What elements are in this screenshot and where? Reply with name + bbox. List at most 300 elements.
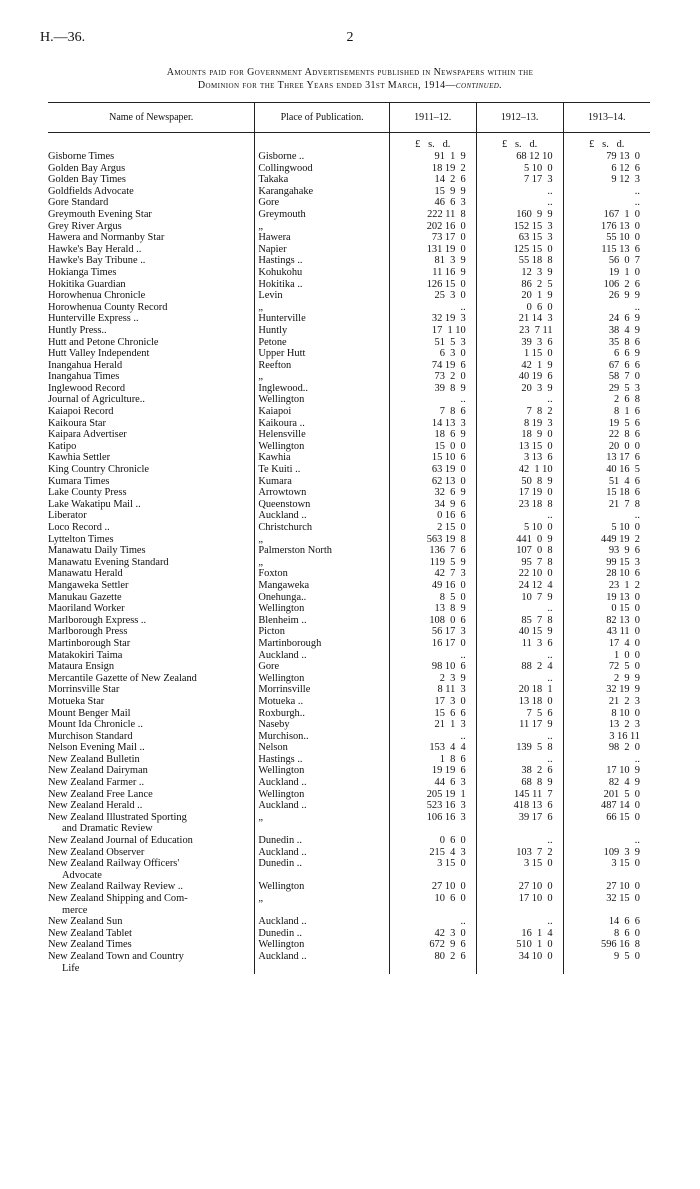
amount-1912-13-text: 18 9 0 — [521, 429, 553, 441]
place-of-publication — [255, 696, 389, 708]
amount-1911-12-text: 202 16 0 — [426, 220, 466, 232]
amount-1913-14 — [563, 406, 650, 418]
amount-1913-14 — [563, 893, 650, 916]
place-of-publication-text: Wellington — [258, 788, 305, 800]
amount-1913-14 — [563, 650, 650, 662]
amount-1913-14-text: 17 4 0 — [608, 637, 640, 649]
amount-1913-14-text: 22 8 6 — [608, 429, 640, 441]
amount-1911-12-text: 11 16 9 — [432, 266, 466, 278]
amount-1913-14-text: 9 5 0 — [614, 950, 640, 962]
place-of-publication-text: Auckland .. — [258, 916, 307, 928]
table-row — [48, 592, 650, 604]
newspaper-name-continued: Life — [62, 962, 80, 974]
newspaper-name — [48, 754, 255, 766]
amount-1912-13 — [476, 313, 563, 325]
amount-1911-12 — [389, 337, 476, 349]
place-of-publication — [255, 626, 389, 638]
amount-1911-12 — [389, 487, 476, 499]
amount-1913-14 — [563, 452, 650, 464]
newspaper-name-text: New Zealand Herald .. — [48, 800, 143, 812]
amount-1913-14-text: 82 4 9 — [608, 777, 640, 789]
newspaper-name — [48, 197, 255, 209]
place-of-publication-text: „ — [258, 556, 263, 568]
newspaper-name-text: Katipo — [48, 440, 77, 452]
amount-1911-12 — [389, 592, 476, 604]
newspaper-name — [48, 789, 255, 801]
amount-1912-13-text: .. — [547, 835, 553, 847]
place-of-publication-text: Hastings .. — [258, 255, 303, 267]
amount-1913-14 — [563, 777, 650, 789]
table-row — [48, 742, 650, 754]
amount-1913-14 — [563, 487, 650, 499]
amount-1911-12-text: 2 3 9 — [439, 672, 466, 684]
amount-1913-14 — [563, 151, 650, 163]
table-row — [48, 603, 650, 615]
table-row — [48, 429, 650, 441]
place-of-publication — [255, 337, 389, 349]
place-of-publication — [255, 510, 389, 522]
amount-1911-12-text: 15 0 0 — [434, 440, 466, 452]
newspaper-name — [48, 163, 255, 175]
amount-1912-13-text: 8 19 3 — [523, 417, 553, 429]
table-row — [48, 186, 650, 198]
amount-1913-14-text: 82 13 0 — [606, 614, 640, 626]
place-of-publication-text: Wellington — [258, 440, 305, 452]
amount-1912-13 — [476, 881, 563, 893]
amount-1913-14-text: 14 6 6 — [608, 916, 640, 928]
amount-1911-12 — [389, 742, 476, 754]
amount-1912-13 — [476, 163, 563, 175]
place-of-publication-text: Auckland .. — [258, 846, 307, 858]
amount-1913-14 — [563, 592, 650, 604]
amount-1912-13-text: 23 7 11 — [519, 324, 553, 336]
amount-1911-12 — [389, 534, 476, 546]
amount-1913-14 — [563, 939, 650, 951]
amount-1911-12-text: 56 17 3 — [431, 626, 466, 638]
newspaper-name — [48, 255, 255, 267]
amount-1912-13-text: 39 3 6 — [521, 336, 553, 348]
col-place: Place of Publication. — [255, 103, 389, 133]
amount-1912-13 — [476, 696, 563, 708]
amount-1911-12 — [389, 951, 476, 974]
amount-1913-14 — [563, 626, 650, 638]
amount-1911-12-text: 10 6 0 — [434, 893, 466, 904]
newspaper-name — [48, 302, 255, 314]
newspaper-name-continued: Advocate — [62, 869, 102, 881]
amount-1912-13-text: 68 12 10 — [516, 151, 553, 162]
amount-1911-12 — [389, 928, 476, 940]
amount-1913-14 — [563, 197, 650, 209]
amount-1911-12 — [389, 650, 476, 662]
amount-1911-12-text: 25 3 0 — [434, 290, 466, 302]
newspaper-name-text: New Zealand Farmer .. — [48, 777, 145, 789]
newspaper-name — [48, 742, 255, 754]
place-of-publication — [255, 673, 389, 685]
newspaper-name-text: Mount Benger Mail — [48, 707, 131, 719]
amount-1912-13 — [476, 545, 563, 557]
amount-1913-14-text: 58 7 0 — [608, 371, 640, 383]
amount-1912-13 — [476, 673, 563, 685]
amount-1911-12-text: 108 0 6 — [429, 614, 466, 626]
table-row — [48, 696, 650, 708]
amount-1913-14 — [563, 244, 650, 256]
newspaper-name-text: Mataura Ensign — [48, 661, 115, 673]
table-row — [48, 881, 650, 893]
amount-1913-14-text: .. — [634, 835, 640, 847]
amount-1912-13-text: 1 15 0 — [523, 348, 553, 360]
newspaper-name-text: Martinborough Star — [48, 637, 131, 649]
table-row — [48, 835, 650, 847]
table-row — [48, 858, 650, 881]
amount-1911-12-text: 63 19 0 — [431, 464, 466, 476]
amount-1911-12 — [389, 429, 476, 441]
amount-1912-13-text: 160 9 9 — [516, 208, 553, 220]
newspaper-name — [48, 939, 255, 951]
amount-1913-14-text: 13 17 6 — [606, 452, 640, 464]
place-of-publication — [255, 394, 389, 406]
amount-1912-13 — [476, 835, 563, 847]
newspaper-name — [48, 858, 255, 881]
amount-1912-13-text: 16 1 4 — [521, 927, 553, 939]
amount-1911-12 — [389, 279, 476, 291]
amount-1911-12 — [389, 476, 476, 488]
place-of-publication-text: Dunedin .. — [258, 858, 302, 870]
amount-1912-13-text: .. — [547, 649, 553, 661]
amount-1912-13-text: 17 19 0 — [518, 487, 553, 499]
amount-1912-13 — [476, 221, 563, 233]
place-of-publication — [255, 765, 389, 777]
newspaper-name-text: New Zealand Tablet — [48, 927, 132, 939]
col-newspaper: Name of Newspaper. — [48, 103, 255, 133]
newspaper-name-text: Hawera and Normanby Star — [48, 232, 165, 244]
newspaper-name-text: Journal of Agriculture.. — [48, 394, 145, 406]
amount-1913-14 — [563, 951, 650, 974]
amount-1912-13-text: 50 8 9 — [521, 475, 553, 487]
amount-1912-13-text: 3 13 6 — [523, 452, 553, 464]
amount-1911-12-text: 34 9 6 — [434, 498, 466, 510]
amount-1911-12-text: 17 1 10 — [431, 324, 466, 336]
place-of-publication-text: Wellington — [258, 672, 305, 684]
amount-1911-12-text: 91 1 9 — [434, 151, 466, 162]
place-of-publication — [255, 847, 389, 859]
amount-1912-13-text: 40 15 9 — [518, 626, 553, 638]
newspaper-name-text: Horowhenua Chronicle — [48, 290, 146, 302]
amount-1912-13 — [476, 174, 563, 186]
amount-1912-13-text: 103 7 2 — [516, 846, 553, 858]
newspaper-name — [48, 476, 255, 488]
amount-1912-13-text: .. — [547, 916, 553, 928]
table-row — [48, 638, 650, 650]
place-of-publication-text: Gisborne .. — [258, 151, 305, 162]
place-of-publication-text: Morrinsville — [258, 684, 311, 696]
amount-1912-13 — [476, 893, 563, 916]
amount-1911-12-text: 205 19 1 — [426, 788, 466, 800]
amount-1911-12 — [389, 151, 476, 163]
amount-1911-12 — [389, 812, 476, 835]
unit-label: £ s. d. — [589, 139, 625, 150]
amount-1913-14-text: 27 10 0 — [606, 881, 640, 893]
place-of-publication — [255, 290, 389, 302]
table-row — [48, 719, 650, 731]
amount-1912-13-text: 42 1 9 — [521, 359, 553, 371]
newspaper-name-text: Hokitika Guardian — [48, 278, 126, 290]
amount-1912-13 — [476, 708, 563, 720]
amount-1912-13-text: .. — [547, 730, 553, 742]
amount-1912-13-text: .. — [547, 753, 553, 765]
amount-1911-12-text: 3 15 0 — [437, 858, 466, 870]
amount-1911-12 — [389, 765, 476, 777]
table-row — [48, 650, 650, 662]
newspaper-name — [48, 928, 255, 940]
newspaper-name-text: Kaikoura Star — [48, 417, 106, 429]
amount-1911-12-text: .. — [460, 394, 466, 406]
title-line-1: Amounts paid for Government Advertisements published in Newspapers within the — [166, 67, 534, 78]
amount-1912-13 — [476, 302, 563, 314]
amount-1912-13-text: 24 12 4 — [518, 579, 553, 591]
table-row — [48, 499, 650, 511]
amount-1912-13-text: 27 10 0 — [518, 881, 553, 893]
place-of-publication-text: Auckland .. — [258, 777, 307, 789]
amount-1911-12 — [389, 881, 476, 893]
title-line-2 — [30, 79, 670, 92]
table-row — [48, 557, 650, 569]
amount-1911-12 — [389, 360, 476, 372]
newspaper-name — [48, 592, 255, 604]
amount-1913-14 — [563, 371, 650, 383]
newspaper-name — [48, 684, 255, 696]
newspaper-name-text: Murchison Standard — [48, 730, 133, 742]
place-of-publication-text: Wellington — [258, 881, 305, 893]
amount-1911-12 — [389, 406, 476, 418]
amount-1913-14-text: 32 19 9 — [606, 684, 640, 696]
amount-1913-14-text: 9 12 3 — [611, 174, 640, 186]
amount-1913-14-text: 32 15 0 — [606, 893, 640, 904]
amount-1911-12-text: 7 8 6 — [439, 406, 466, 418]
amount-1913-14 — [563, 708, 650, 720]
amount-1911-12-text: 16 17 0 — [431, 637, 466, 649]
amount-1911-12-text: 672 9 6 — [429, 939, 466, 951]
newspaper-name — [48, 406, 255, 418]
place-of-publication-text: Blenheim .. — [258, 614, 307, 626]
amount-1913-14-text: 167 1 0 — [603, 208, 640, 220]
amount-1913-14-text: 596 16 8 — [601, 939, 640, 951]
place-of-publication-text: Naseby — [258, 719, 290, 731]
amount-1911-12 — [389, 800, 476, 812]
amount-1913-14-text: 66 15 0 — [606, 811, 640, 823]
amount-1911-12-text: 81 3 9 — [434, 255, 466, 267]
amount-1912-13-text: 17 10 0 — [518, 893, 553, 904]
newspaper-name — [48, 313, 255, 325]
place-of-publication — [255, 325, 389, 337]
place-of-publication-text: Martinborough — [258, 637, 322, 649]
header-row — [48, 103, 650, 133]
newspaper-name — [48, 650, 255, 662]
amount-1913-14 — [563, 534, 650, 546]
amount-1911-12 — [389, 441, 476, 453]
amount-1911-12-text: 119 5 9 — [429, 556, 466, 568]
amount-1913-14-text: 28 10 6 — [606, 568, 640, 580]
newspaper-name — [48, 951, 255, 974]
amount-1912-13-text: 34 10 0 — [518, 950, 553, 962]
table-row — [48, 441, 650, 453]
amount-1911-12-text: 563 19 8 — [426, 533, 466, 545]
amount-1911-12 — [389, 232, 476, 244]
amount-1913-14 — [563, 394, 650, 406]
page-number: 2 — [346, 30, 354, 45]
newspaper-name — [48, 765, 255, 777]
amount-1912-13-text: 68 8 9 — [521, 777, 553, 789]
place-of-publication — [255, 371, 389, 383]
amount-1913-14 — [563, 754, 650, 766]
amount-1913-14 — [563, 499, 650, 511]
amount-1911-12 — [389, 418, 476, 430]
newspaper-name-text: Inangahua Times — [48, 371, 120, 383]
amount-1913-14-text: 26 9 9 — [608, 290, 640, 302]
amount-1912-13-text: 11 3 6 — [521, 637, 553, 649]
place-of-publication — [255, 476, 389, 488]
amount-1913-14-text: 13 2 3 — [608, 719, 640, 731]
amount-1912-13-text: 152 15 3 — [513, 220, 553, 232]
amount-1911-12-text: 18 6 9 — [434, 429, 466, 441]
table-row — [48, 394, 650, 406]
place-of-publication-text: Hawera — [258, 232, 291, 244]
amount-1913-14 — [563, 673, 650, 685]
amount-1911-12 — [389, 510, 476, 522]
newspaper-name-text: Manawatu Evening Standard — [48, 556, 169, 568]
amount-1911-12-text: 39 8 9 — [434, 382, 466, 394]
amount-1913-14-text: 19 13 0 — [606, 591, 640, 603]
table-row — [48, 313, 650, 325]
newspaper-name — [48, 800, 255, 812]
place-of-publication — [255, 313, 389, 325]
place-of-publication-text: Roxburgh.. — [258, 707, 305, 719]
amount-1913-14 — [563, 916, 650, 928]
amount-1911-12-text: 32 19 3 — [431, 313, 466, 325]
amount-1912-13 — [476, 255, 563, 267]
amount-1911-12 — [389, 615, 476, 627]
place-of-publication-text: Kaiapoi — [258, 406, 292, 418]
amount-1913-14-text: .. — [634, 510, 640, 522]
amount-1911-12-text: 15 9 9 — [434, 185, 466, 197]
amount-1913-14 — [563, 800, 650, 812]
place-of-publication — [255, 731, 389, 743]
newspaper-name-text: Kaipara Advertiser — [48, 429, 127, 441]
newspaper-name-text: Hawke's Bay Herald .. — [48, 243, 142, 255]
amount-1913-14 — [563, 348, 650, 360]
amount-1912-13 — [476, 279, 563, 291]
amount-1913-14-text: 109 3 9 — [603, 846, 640, 858]
table-row — [48, 174, 650, 186]
newspaper-name — [48, 186, 255, 198]
amount-1911-12-text: 8 11 3 — [437, 684, 466, 696]
newspaper-name — [48, 545, 255, 557]
newspaper-name — [48, 487, 255, 499]
newspaper-name-text: Hokianga Times — [48, 266, 117, 278]
col-1912-13: 1912–13. — [476, 103, 563, 133]
amount-1911-12-text: 21 1 3 — [434, 719, 466, 731]
place-of-publication-text: Arrowtown — [258, 487, 307, 499]
place-of-publication — [255, 186, 389, 198]
table-row — [48, 916, 650, 928]
newspaper-name-text: Kawhia Settler — [48, 452, 111, 464]
newspaper-name — [48, 847, 255, 859]
newspaper-name-text: Maoriland Worker — [48, 603, 125, 615]
place-of-publication-text: Picton — [258, 626, 285, 638]
table-row — [48, 197, 650, 209]
place-of-publication-text: Levin — [258, 290, 283, 302]
newspaper-name-text: Golden Bay Times — [48, 174, 126, 186]
amount-1911-12-text: 523 16 3 — [426, 800, 466, 812]
amount-1912-13-text: 3 15 0 — [523, 858, 553, 870]
table-row — [48, 383, 650, 395]
amount-1912-13-text: 5 10 0 — [523, 162, 553, 174]
newspaper-name — [48, 522, 255, 534]
newspaper-name — [48, 452, 255, 464]
amount-1913-14 — [563, 580, 650, 592]
amount-1912-13-text: 7 17 3 — [523, 174, 553, 186]
place-of-publication — [255, 615, 389, 627]
table-row — [48, 731, 650, 743]
amount-1912-13-text: 13 18 0 — [518, 695, 553, 707]
amount-1912-13-text: 21 14 3 — [518, 313, 553, 325]
newspaper-name — [48, 394, 255, 406]
advertisements-table — [48, 102, 650, 974]
amount-1912-13 — [476, 476, 563, 488]
amount-1912-13-text: 63 15 3 — [518, 232, 553, 244]
newspaper-name — [48, 209, 255, 221]
amount-1912-13-text: 22 10 0 — [518, 568, 553, 580]
amount-1912-13-text: .. — [547, 394, 553, 406]
newspaper-name-text: Kumara Times — [48, 475, 110, 487]
amount-1913-14 — [563, 789, 650, 801]
amount-1912-13-text: 7 5 6 — [526, 707, 553, 719]
amount-1911-12 — [389, 754, 476, 766]
amount-1911-12-text: 18 19 2 — [431, 162, 466, 174]
place-of-publication-text: „ — [258, 220, 263, 232]
amount-1912-13-text: 11 17 9 — [519, 719, 553, 731]
newspaper-name — [48, 174, 255, 186]
newspaper-name-text: Golden Bay Argus — [48, 162, 126, 174]
table-row — [48, 476, 650, 488]
newspaper-name — [48, 290, 255, 302]
table-row — [48, 290, 650, 302]
amount-1913-14 — [563, 476, 650, 488]
amount-1912-13 — [476, 684, 563, 696]
amount-1913-14 — [563, 615, 650, 627]
amount-1913-14 — [563, 221, 650, 233]
amount-1912-13 — [476, 928, 563, 940]
amount-1912-13 — [476, 151, 563, 163]
newspaper-name-text: New Zealand Sun — [48, 916, 123, 928]
amount-1911-12-text: 13 8 9 — [434, 603, 466, 615]
amount-1911-12 — [389, 371, 476, 383]
amount-1913-14 — [563, 383, 650, 395]
amount-1911-12-text: 73 2 0 — [434, 371, 466, 383]
amount-1912-13 — [476, 754, 563, 766]
place-of-publication-text: Hastings .. — [258, 753, 303, 765]
amount-1911-12 — [389, 325, 476, 337]
table-row — [48, 684, 650, 696]
newspaper-name-text: Gore Standard — [48, 197, 109, 209]
place-of-publication-text: Takaka — [258, 174, 289, 186]
amount-1911-12 — [389, 835, 476, 847]
place-of-publication-text: Huntly — [258, 324, 288, 336]
place-of-publication — [255, 661, 389, 673]
place-of-publication — [255, 928, 389, 940]
place-of-publication-text: „ — [258, 811, 263, 823]
place-of-publication-text: Karangahake — [258, 185, 314, 197]
amount-1913-14 — [563, 928, 650, 940]
